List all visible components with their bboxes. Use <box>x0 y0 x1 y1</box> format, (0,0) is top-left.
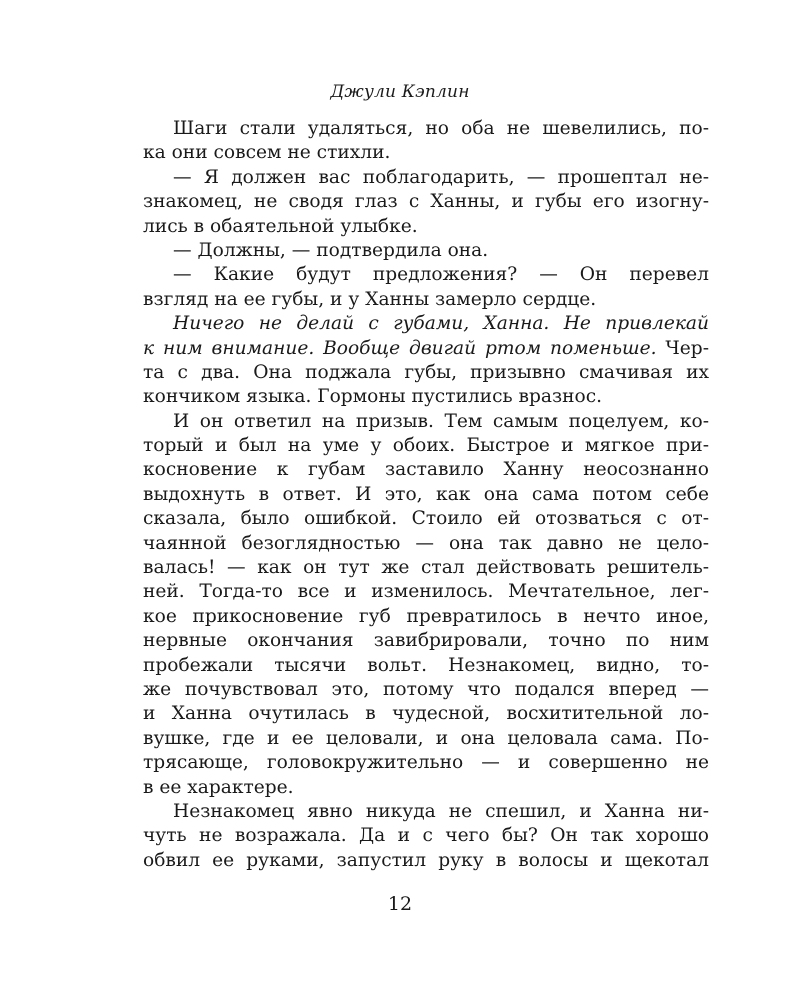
text-line <box>143 580 709 604</box>
text-segment: Чер- <box>656 337 709 359</box>
text-segment: же почувствовал это, потому что подался вперед — <box>143 678 709 700</box>
text-line <box>143 239 709 263</box>
text-line <box>143 727 709 751</box>
text-line <box>143 312 709 336</box>
text-line <box>143 458 709 482</box>
text-segment: вушке, где и ее целовали, и она целовала сама. По- <box>143 727 709 749</box>
text-segment: Шаги стали удаляться, но оба не шевелились, по- <box>173 118 709 139</box>
text-line <box>143 166 709 190</box>
text-line <box>143 190 709 214</box>
text-line <box>143 556 709 580</box>
text-line <box>143 117 709 141</box>
text-segment: торый и был на уме у обоих. Быстрое и мягкое при- <box>143 435 709 457</box>
text-line <box>143 141 709 165</box>
italic-text-segment: к ним внимание. Вообще двигай ртом поменьше. <box>143 337 657 359</box>
text-segment: — Какие будут предложения? — Он перевел <box>173 264 709 286</box>
text-segment: нервные окончания завибрировали, точно по ним <box>143 630 709 652</box>
text-line <box>143 434 709 458</box>
text-line <box>143 385 709 409</box>
text-segment: обвил ее руками, запустил руку в волосы и щекотал <box>143 849 709 871</box>
text-segment: косновение к губам заставило Ханну неосознанно <box>143 459 709 481</box>
page-number: 12 <box>387 893 413 915</box>
text-line <box>143 605 709 629</box>
text-segment: — Должны, — подтвердила она. <box>173 239 489 261</box>
text-line <box>143 337 709 361</box>
text-line <box>143 776 709 800</box>
italic-text-segment: Ничего не делай с губами, Ханна. Не привлекай <box>173 313 709 335</box>
text-line <box>143 483 709 507</box>
running-head-author: Джули Кэплин <box>330 82 470 102</box>
text-line <box>143 654 709 678</box>
text-segment: трясающе, головокружительно — и совершенно не <box>143 752 709 774</box>
text-segment: ка они совсем не стихли. <box>143 142 391 164</box>
text-segment: кое прикосновение губ превратилось в нечто иное, <box>143 605 709 627</box>
text-segment: та с два. Она поджала губы, призывно смачивая их <box>143 361 709 383</box>
text-line <box>143 629 709 653</box>
text-line <box>143 849 709 873</box>
text-segment: И он ответил на призыв. Тем самым поцелуем, ко- <box>173 410 709 432</box>
text-line <box>143 507 709 531</box>
text-line <box>143 702 709 726</box>
text-line <box>143 751 709 775</box>
text-segment: знакомец, не сводя глаз с Ханны, и губы его изогну- <box>143 191 709 213</box>
text-line <box>143 288 709 312</box>
text-segment: Незнакомец явно никуда не спешил, и Ханна ни- <box>173 800 709 822</box>
text-segment: валась! — как он тут же стал действовать решитель- <box>143 557 709 579</box>
text-line <box>143 361 709 385</box>
text-segment: чуть не возражала. Да и с чего бы? Он так хорошо <box>143 825 709 847</box>
text-segment: выдохнуть в ответ. И это, как она сама потом себе <box>143 483 709 505</box>
text-segment: кончиком языка. Гормоны пустились вразнос. <box>143 386 603 408</box>
text-segment: пробежали тысячи вольт. Незнакомец, видно, то- <box>143 654 709 676</box>
text-segment: взгляд на ее губы, и у Ханны замерло сердце. <box>143 288 597 310</box>
text-line <box>143 215 709 239</box>
text-line <box>143 263 709 287</box>
text-line <box>143 410 709 434</box>
text-line <box>143 824 709 848</box>
text-line <box>143 800 709 824</box>
text-line <box>143 532 709 556</box>
text-line <box>143 678 709 702</box>
text-segment: в ее характере. <box>143 776 294 798</box>
text-segment: сказала, было ошибкой. Стоило ей отозваться с от- <box>143 508 709 530</box>
text-segment: — Я должен вас поблагодарить, — прошептал не- <box>173 166 709 188</box>
body-text <box>143 117 709 873</box>
text-segment: ней. Тогда-то все и изменилось. Мечтательное, лег- <box>143 581 709 603</box>
text-segment: и Ханна очутилась в чудесной, восхитительной ло- <box>143 703 709 725</box>
text-segment: чаянной безоглядностью — она так давно не цело- <box>143 532 709 554</box>
text-segment: лись в обаятельной улыбке. <box>143 215 418 237</box>
